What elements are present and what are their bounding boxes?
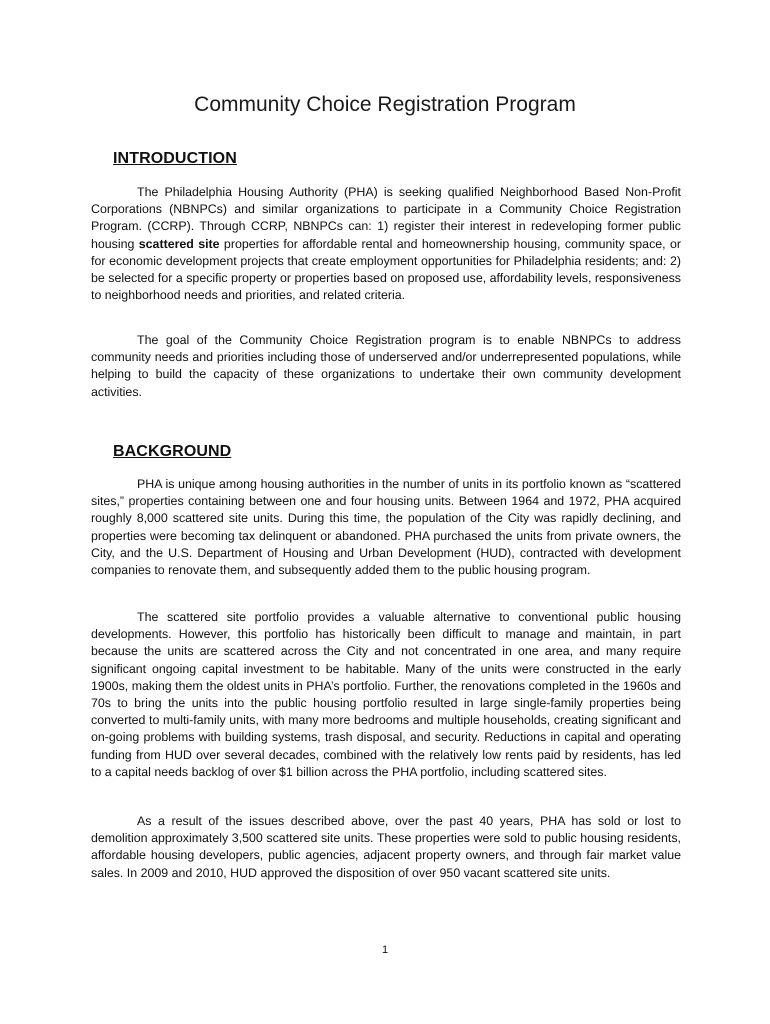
document-title: Community Choice Registration Program [194,93,576,116]
introduction-paragraph-1 [91,184,681,304]
intro-para1-text-before: The Philadelphia Housing Authority (PHA) is seeking qualified Neighborhood Based Non-Profit Corporations (NBNPCs) and similar organizations to participate in a Community Choice Registration Program. (CCRP). Through CCRP, NBNPCs can: 1) register their interest in redeveloping former public housing [91,185,681,251]
introduction-paragraph-2: The goal of the Community Choice Registration program is to enable NBNPCs to address community needs and priorities including those of underserved and/or underrepresented populations, while helping to build the capacity of these organizations to undertake their own community development activities. [91,333,681,399]
scattered-site-emphasis: scattered site [138,236,220,251]
background-paragraph-2: The scattered site portfolio provides a valuable alternative to conventional public housing developments. However, this portfolio has historically been difficult to manage and maintain, in part because the units are scattered across the City and not concentrated in one area, and many require significant ongoing capital investment to be habitable. Many of the units were constructed in the early 1900s, making them the oldest units in PHA’s portfolio. Further, the renovations completed in the 1960s and 70s to bring the units into the public housing portfolio resulted in large single-family properties being converted to multi-family units, with many more bedrooms and multiple households, creating significant and on-going problems with building systems, trash disposal, and security. Reductions in capital and operating funding from HUD over several decades, combined with the relatively low rents paid by residents, has led to a capital needs backlog of over $1 billion across the PHA portfolio, including scattered sites. [91,610,681,779]
background-heading: BACKGROUND [113,443,232,460]
page-number: 1 [381,944,389,956]
introduction-heading: INTRODUCTION [113,150,237,167]
background-paragraph-3: As a result of the issues described above, over the past 40 years, PHA has sold or lost to demolition approximately 3,500 scattered site units. These properties were sold to public housing residents, affordable housing developers, public agencies, adjacent property owners, and through fair market value sales. In 2009 and 2010, HUD approved the disposition of over 950 vacant scattered site units. [91,814,681,880]
background-paragraph-1: PHA is unique among housing authorities in the number of units in its portfolio known as “scattered sites,” properties containing between one and four housing units. Between 1964 and 1972, PHA acquired roughly 8,000 scattered site units. During this time, the population of the City was rapidly declining, and properties were becoming tax delinquent or abandoned. PHA purchased the units from private owners, the City, and the U.S. Department of Housing and Urban Development (HUD), contracted with development companies to renovate them, and subsequently added them to the public housing program. [91,477,681,578]
intro-para1-text-after: properties for affordable rental and homeownership housing, community space, or for economic development projects that create employment opportunities for Philadelphia residents; and: 2) be selected for a specific property or properties based on proposed use, affordability levels, responsiveness to neighborhood needs and priorities, and related criteria. [91,236,681,303]
